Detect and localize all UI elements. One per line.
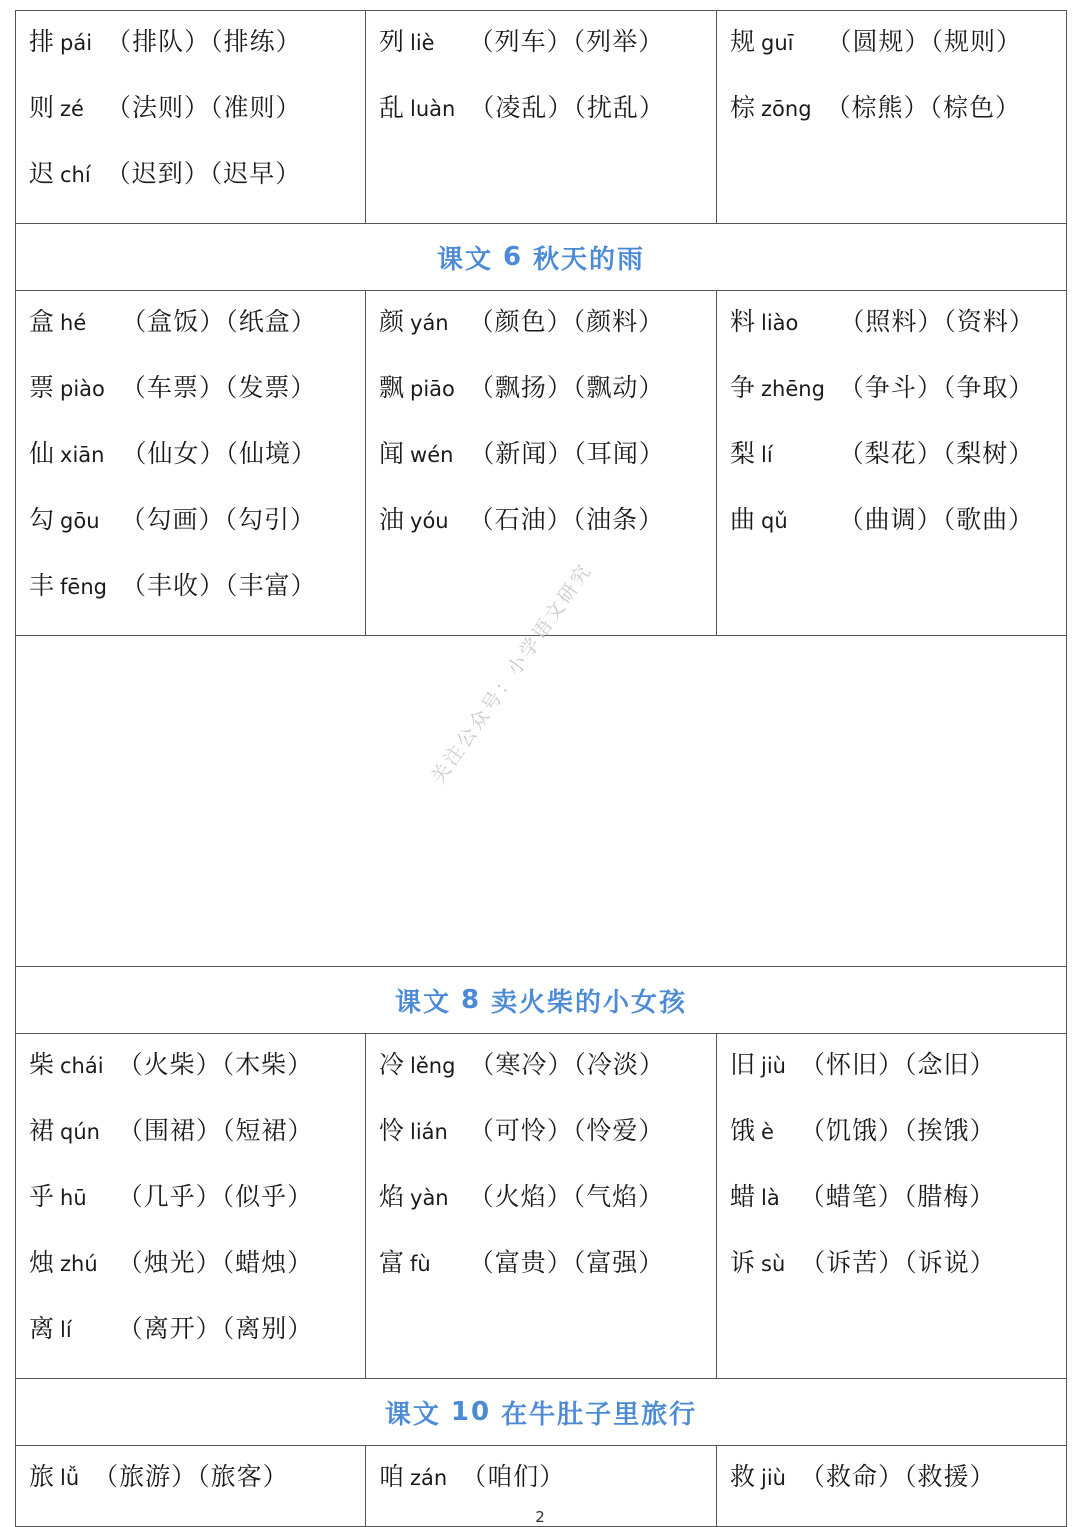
word-examples: （棕熊）（棕色）: [825, 93, 1022, 122]
word-examples: （烛光）（蜡烛）: [117, 1248, 314, 1277]
word-entry: [29, 569, 365, 635]
character: 旧: [730, 1050, 756, 1079]
word-entry: [379, 503, 716, 569]
pinyin: yàn: [410, 1186, 449, 1210]
word-cell: [717, 1034, 1068, 1378]
word-examples: （旅游）（旅客）: [93, 1462, 289, 1491]
watermark: 关注公众号：小学语文研究: [427, 559, 597, 788]
word-row: [15, 291, 1067, 636]
word-cell: [16, 291, 366, 635]
lesson-number: 6: [502, 242, 524, 272]
word-entry: [29, 437, 365, 503]
pinyin: yóu: [410, 509, 449, 533]
word-entry: [730, 305, 1068, 371]
character: 规: [730, 27, 756, 56]
character: 富: [379, 1248, 405, 1277]
pinyin: sù: [761, 1252, 786, 1276]
pinyin: chái: [60, 1054, 104, 1078]
word-entry: [29, 157, 365, 223]
lesson-number: 10: [450, 1397, 492, 1427]
word-examples: （离开）（离别）: [117, 1314, 314, 1343]
pinyin: piāo: [410, 377, 455, 401]
word-row: [15, 1034, 1067, 1379]
word-entry: [730, 1180, 1068, 1246]
character: 焰: [379, 1182, 405, 1211]
word-entry: [29, 503, 365, 569]
word-examples: （富贵）（富强）: [468, 1248, 665, 1277]
character: 颜: [379, 307, 405, 336]
pinyin: zé: [60, 97, 84, 121]
character: 闻: [379, 439, 405, 468]
character: 飘: [379, 373, 405, 402]
lesson-title: 在牛肚子里旅行: [501, 1399, 698, 1430]
page-number: 2: [535, 1508, 545, 1526]
pinyin: fēng: [60, 575, 107, 599]
word-entry: [379, 437, 716, 503]
character: 诉: [730, 1248, 756, 1277]
lesson-header: [15, 224, 1067, 291]
lesson-prefix: 课文: [436, 244, 493, 275]
word-cell: [16, 1034, 366, 1378]
pinyin: piào: [60, 377, 105, 401]
word-examples: （勾画）（勾引）: [120, 505, 317, 534]
word-entry: [29, 91, 365, 157]
word-entry: [730, 371, 1068, 437]
pinyin: zhú: [60, 1252, 98, 1276]
character: 盒: [29, 307, 55, 336]
word-examples: （飘扬）（飘动）: [468, 373, 665, 402]
character: 仙: [29, 439, 55, 468]
pinyin: pái: [60, 31, 93, 55]
word-entry: [29, 1114, 365, 1180]
pinyin: lí: [60, 1318, 72, 1342]
word-examples: （梨花）（梨树）: [838, 439, 1035, 468]
word-examples: （饥饿）（挨饿）: [799, 1116, 996, 1145]
word-entry: [29, 1312, 365, 1378]
word-entry: [379, 91, 716, 157]
word-entry: [379, 1048, 716, 1114]
character: 则: [29, 93, 55, 122]
pinyin: luàn: [410, 97, 456, 121]
pinyin: gōu: [60, 509, 100, 533]
character: 旅: [29, 1462, 55, 1491]
word-examples: （几乎）（似乎）: [117, 1182, 314, 1211]
word-entry: [730, 503, 1068, 569]
character: 烛: [29, 1248, 55, 1277]
pinyin: qǔ: [761, 509, 788, 533]
pinyin: wén: [410, 443, 454, 467]
word-examples: （圆规）（规则）: [826, 27, 1023, 56]
word-examples: （围裙）（短裙）: [117, 1116, 314, 1145]
word-entry: [379, 25, 716, 91]
word-entry: [29, 1048, 365, 1114]
word-examples: （颜色）（颜料）: [468, 307, 665, 336]
lesson-title: 卖火柴的小女孩: [491, 987, 688, 1018]
word-examples: （丰收）（丰富）: [120, 571, 317, 600]
character: 裙: [29, 1116, 55, 1145]
word-entry: [29, 1246, 365, 1312]
character: 曲: [730, 505, 756, 534]
lesson-number: 8: [460, 985, 482, 1015]
word-cell: [366, 11, 717, 223]
word-examples: （怀旧）（念旧）: [800, 1050, 996, 1079]
word-entry: [730, 1114, 1068, 1180]
word-entry: [730, 1246, 1068, 1312]
word-examples: （凌乱）（扰乱）: [469, 93, 665, 122]
word-cell: [366, 1034, 717, 1378]
word-examples: （争斗）（争取）: [838, 373, 1035, 402]
word-entry: [379, 305, 716, 371]
pinyin: fù: [410, 1252, 431, 1276]
pinyin: hū: [60, 1186, 87, 1210]
character: 冷: [379, 1050, 405, 1079]
character: 蜡: [730, 1182, 756, 1211]
word-entry: [29, 25, 365, 91]
pinyin: yán: [410, 311, 449, 335]
character: 油: [379, 505, 405, 534]
pinyin: qún: [60, 1120, 100, 1144]
word-entry: [730, 1048, 1068, 1114]
lesson-prefix: 课文: [394, 987, 451, 1018]
word-examples: （车票）（发票）: [120, 373, 317, 402]
pinyin: lěng: [410, 1054, 456, 1078]
word-entry: [730, 437, 1068, 503]
word-examples: （新闻）（耳闻）: [469, 439, 665, 468]
pinyin: lián: [410, 1120, 448, 1144]
word-examples: （迟到）（迟早）: [105, 159, 302, 188]
pinyin: liè: [410, 31, 435, 55]
word-examples: （蜡笔）（腊梅）: [799, 1182, 996, 1211]
word-examples: （寒冷）（冷淡）: [469, 1050, 665, 1079]
word-entry: [730, 91, 1068, 157]
character: 迟: [29, 159, 55, 188]
pinyin: hé: [60, 311, 87, 335]
character: 丰: [29, 571, 55, 600]
word-examples: （救命）（救援）: [800, 1462, 996, 1491]
character: 棕: [730, 93, 756, 122]
word-examples: （曲调）（歌曲）: [838, 505, 1035, 534]
word-entry: [379, 1180, 716, 1246]
word-entry: [29, 371, 365, 437]
character: 怜: [379, 1116, 405, 1145]
word-examples: （法则）（准则）: [105, 93, 302, 122]
pinyin: xiān: [60, 443, 105, 467]
character: 料: [730, 307, 756, 336]
pinyin: chí: [60, 163, 91, 187]
pinyin: là: [761, 1186, 780, 1210]
word-entry: [379, 1246, 716, 1312]
word-examples: （石油）（油条）: [468, 505, 665, 534]
vocab-table: [15, 10, 1067, 1527]
word-entry: [730, 25, 1068, 91]
pinyin: zán: [410, 1466, 448, 1490]
character: 咱: [379, 1462, 405, 1491]
pinyin: jiù: [761, 1054, 786, 1078]
word-examples: （照料）（资料）: [839, 307, 1035, 336]
pinyin: è: [761, 1120, 774, 1144]
character: 饿: [730, 1116, 756, 1145]
pinyin: guī: [761, 31, 794, 55]
lesson-header: [15, 967, 1067, 1034]
word-examples: （可怜）（怜爱）: [468, 1116, 665, 1145]
character: 勾: [29, 505, 55, 534]
character: 争: [730, 373, 756, 402]
word-entry: [379, 371, 716, 437]
character: 柴: [29, 1050, 55, 1079]
pinyin: lǚ: [60, 1466, 80, 1490]
word-examples: （火柴）（木柴）: [117, 1050, 314, 1079]
word-cell: [717, 291, 1068, 635]
word-examples: （诉苦）（诉说）: [800, 1248, 996, 1277]
pinyin: liào: [761, 311, 799, 335]
pinyin: zōng: [761, 97, 812, 121]
character: 票: [29, 373, 55, 402]
character: 救: [730, 1462, 756, 1491]
lesson-header: [15, 1379, 1067, 1446]
word-cell: [366, 291, 717, 635]
word-cell: [717, 11, 1068, 223]
word-cell: [16, 11, 366, 223]
pinyin: zhēng: [761, 377, 825, 401]
character: 梨: [730, 439, 756, 468]
pinyin: lí: [761, 443, 773, 467]
lesson-prefix: 课文: [384, 1399, 441, 1430]
character: 列: [379, 27, 405, 56]
word-entry: [29, 305, 365, 371]
pinyin: jiù: [761, 1466, 786, 1490]
word-entry: [29, 1180, 365, 1246]
word-examples: （列车）（列举）: [468, 27, 665, 56]
word-examples: （排队）（排练）: [106, 27, 302, 56]
lesson-title: 秋天的雨: [533, 244, 646, 275]
character: 排: [29, 27, 55, 56]
character: 离: [29, 1314, 55, 1343]
word-examples: （咱们）: [461, 1462, 566, 1491]
word-entry: [379, 1114, 716, 1180]
character: 乱: [379, 93, 405, 122]
character: 乎: [29, 1182, 55, 1211]
word-row: [15, 10, 1067, 224]
word-examples: （火焰）（气焰）: [468, 1182, 665, 1211]
word-examples: （仙女）（仙境）: [121, 439, 317, 468]
word-examples: （盒饭）（纸盒）: [121, 307, 317, 336]
